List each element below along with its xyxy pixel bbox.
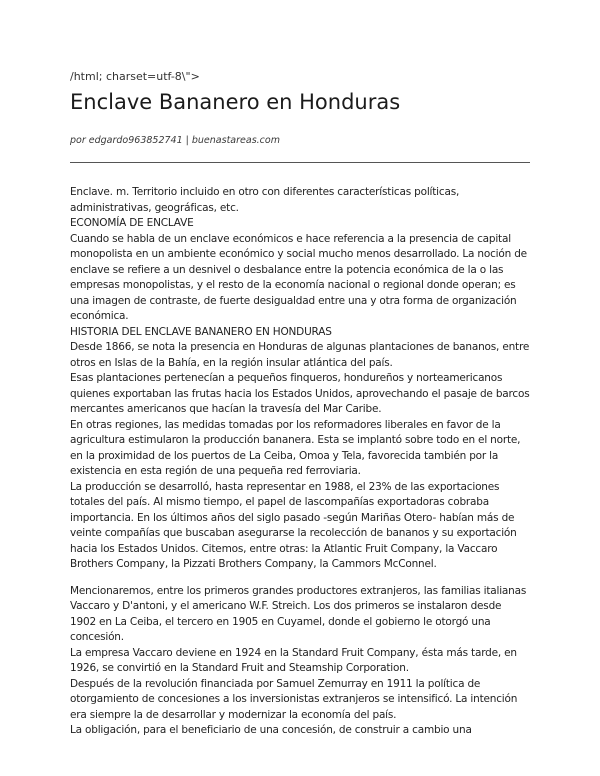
document-title: Enclave Bananero en Honduras [70, 90, 401, 114]
paragraph-economia: Cuando se habla de un enclave económicos e hace referencia a la presencia de capital monopolista en un ambiente económico y social mucho menos desarrollado. La noción de enclave se refiere a un desnivel o desbalance entre la potencia económica de la o las empresas monopolistas, y el resto de la economía nacional o regional donde operan; es una imagen de contraste, de fuerte desigualdad entre una y otra forma de organización económica. [70, 232, 527, 322]
paragraph-plantaciones: Esas plantaciones pertenecían a pequeños finqueros, hondureños y norteamericanos quienes exportaban las frutas hacia los Estados Unidos, aprovechando el pasaje de barcos mercantes americanos que hacían la travesía del Mar Caribe. [70, 372, 530, 415]
paragraph-obligacion: La obligación, para el beneficiario de una concesión, de construir a cambio una [70, 724, 472, 736]
leftover-markup-text: /html; charset=utf-8\"> [70, 70, 200, 83]
document-body [70, 185, 530, 739]
paragraph-1866: Desde 1866, se nota la presencia en Honduras de algunas plantaciones de bananos, entre otros en Islas de la Bahía, en la región insular atlántica del país. [70, 341, 530, 369]
header-divider [70, 162, 530, 163]
paragraph-definition: Enclave. m. Territorio incluido en otro con diferentes características políticas, administrativas, geográficas, etc. [70, 186, 460, 214]
paragraph-vaccaro: La empresa Vaccaro deviene en 1924 en la Standard Fruit Company, ésta más tarde, en 1926, se convirtió en la Standard Fruit and Steamship Corporation. [70, 646, 517, 674]
section-heading-historia: HISTORIA DEL ENCLAVE BANANERO EN HONDURAS [70, 325, 332, 338]
paragraph-productores: Mencionaremos, entre los primeros grandes productores extranjeros, las familias italianas Vaccaro y D'antoni, y el americano W.F. Streich. Los dos primeros se instalaron desde 1902 en La Ceiba, el tercero en 1905 en Cuyamel, donde el gobierno le otorgó una concesión. [70, 584, 527, 643]
paragraph-otras-regiones: En otras regiones, las medidas tomadas por los reformadores liberales en favor de la agricultura estimularon la producción bananera. Esta se implantó sobre todo en el norte, en la proximidad de los puertos de La Ceiba, Omoa y Tela, favorecida también por la existencia en esta región de una pequeña red ferroviaria. [70, 418, 521, 477]
section-heading-economia: ECONOMÍA DE ENCLAVE [70, 217, 194, 229]
byline: por edgardo963852741 | buenastareas.com [70, 135, 280, 146]
paragraph-produccion: La producción se desarrolló, hasta representar en 1988, el 23% de las exportaciones totales del país. Al mismo tiempo, el papel de lascompañías exportadoras cobraba importancia. En los últimos años del siglo pasado -según Mariñas Otero- habían más de veinte compañías que buscaban asegurarse la recolección de bananos y su exportación hacia los Estados Unidos. Citemos, entre otras: la Atlantic Fruit Company, la Vaccaro Brothers Company, la Pizzati Brothers Company, la Cammors McConnel. [70, 480, 517, 570]
paragraph-revolucion: Después de la revolución financiada por Samuel Zemurray en 1911 la política de otorgamiento de concesiones a los inversionistas extranjeros se intensificó. La intención era siempre la de desarrollar y modernizar la economía del país. [70, 677, 518, 721]
